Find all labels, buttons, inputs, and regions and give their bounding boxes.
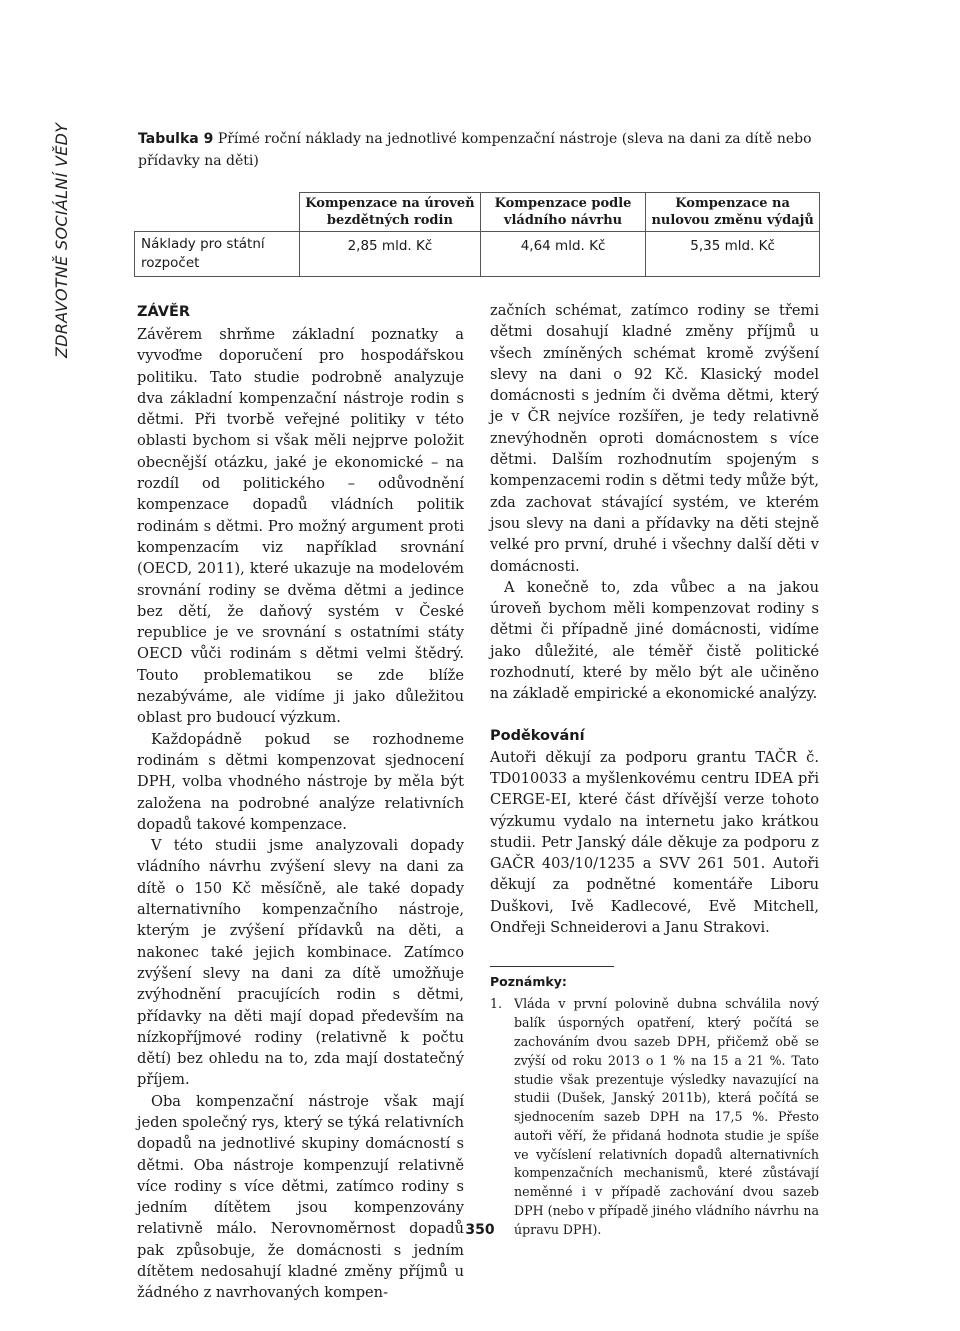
table-row <box>135 232 820 277</box>
paragraph: V této studii jsme analyzovali dopady vládního návrhu zvýšení slevy na dani za dítě o 150 Kč měsíčně, ale také dopady alternativního kompenzačního nástroje, kterým je zvýšení přídavků na děti, a nakonec také jejich kombinace. Zatímco zvýšení slevy na dani za dítě umožňuje zvýhodnění pracujících rodin s dětmi, přídavky na děti mají dopad především na nízkopříjmové rodiny (relativně k počtu dětí) bez ohledu na to, zda mají dostatečný příjem. <box>137 837 464 1089</box>
paragraph: začních schémat, zatímco rodiny se třemi dětmi dosahují kladné změny příjmů u všech zmíněných schémat kromě zvýšení slevy na dani o 92 Kč. Klasický model domácnosti s jedním či dvěma dětmi, který je v ČR nejvíce rozšířen, je tedy relativně znevýhodněn oproti domácnostem s více dětmi. Dalším rozhodnutím spojeným s kompenzacemi rodin s dětmi tedy může být, zda zachovat stávající systém, ve kterém jsou slevy na dani a přídavky na děti stejně velké pro první, druhé i všechny další děti v domácnosti. <box>490 302 819 575</box>
footnote <box>490 995 819 1239</box>
running-head: ZDRAVOTNĚ SOCIÁLNÍ VĚDY <box>52 122 71 358</box>
footnote-number: 1. <box>490 996 503 1012</box>
footnote-text: Vláda v první polovině dubna schválila nový balík úsporných opatření, který počítá se zachováním dvou sazeb DPH, přičemž obě se zvýší od roku 2013 o 1 % na 15 a 21 %. Tato studie však prezentuje výsledky navazující na studii (Dušek, Janský 2011b), která počítá se sjednocením sazeb DPH na 17,5 %. Přesto autoři věří, že přidaná hodnota studie je spíše ve vyčíslení relativních dopadů alternativních kompenzačních mechanismů, které zůstávají neměnné i v případě zachování dvou sazeb DPH (nebo v případě jiného vládního návrhu na úpravu DPH). <box>514 996 819 1237</box>
table-header: Kompenzace na nulovou změnu výdajů <box>646 193 820 232</box>
notes-heading: Poznámky: <box>490 974 567 990</box>
table-cell: 4,64 mld. Kč <box>480 232 645 277</box>
paragraph: A konečně to, zda vůbec a na jakou úroveň bychom měli kompenzovat rodiny s dětmi či případně jiné domácnosti, vidíme jako důležité, ale téměř čistě politické rozhodnutí, které by mělo být ale učiněno na základě empirické a ekonomické analýzy. <box>490 578 819 703</box>
paragraph: Každopádně pokud se rozhodneme rodinám s dětmi kompenzovat sjednocení DPH, volba vhodného nástroje by měla být založena na podrobné analýze relativních dopadů takové kompenzace. <box>137 730 464 833</box>
table-caption-label: Tabulka 9 <box>138 131 214 147</box>
paragraph: Závěrem shrňme základní poznatky a vyvoďme doporučení pro hospodářskou politiku. Tato studie podrobně analyzuje dva základní kompenzační nástroje rodin s dětmi. Při tvorbě veřejné politiky v této oblasti bychom si však měli nejprve položit obecnější otázku, jaké je ekonomické – na rozdíl od politického – odůvodnění kompenzace dopadů vládních politik rodinám s dětmi. Pro možný argument proti kompenzacím viz například srovnání (OECD, 2011), které ukazuje na modelovém srovnání rodiny se dvěma dětmi a jedince bez dětí, že daňový systém v České republice je ve srovnání s ostatními státy OECD vůči rodinám s dětmi velmi štědrý. Touto problematikou se zde blíže nezabýváme, ale vidíme ji jako důležitou oblast pro budoucí výzkum. <box>137 326 464 727</box>
table-header: Kompenzace podle vládního návrhu <box>480 193 645 232</box>
section-heading-conclusion: ZÁVĚR <box>137 304 191 320</box>
table-cell: 2,85 mld. Kč <box>300 232 481 277</box>
table-caption-text: Přímé roční náklady na jednotlivé kompenzační nástroje (sleva na dani za dítě nebo přídavky na děti) <box>138 131 812 169</box>
table-header-row <box>135 193 820 232</box>
left-column <box>137 300 464 1304</box>
right-column <box>490 300 819 1240</box>
notes-divider <box>490 966 614 967</box>
page-number: 350 <box>465 1222 495 1238</box>
cost-table <box>134 192 820 277</box>
table-row-label: Náklady pro státní rozpočet <box>135 232 300 277</box>
section-heading-acknowledgements: Poděkování <box>490 727 585 744</box>
acknowledgements-text: Autoři děkují za podporu grantu TAČR č. TD010033 a myšlenkovému centru IDEA při CERGE-EI, které část dřívější verze tohoto výzkumu vydalo na internetu jako krátkou studii. Petr Janský dále děkuje za podporu z GAČR 403/10/1235 a SVV 261 501. Autoři děkují za podnětné komentáře Liboru Duškovi, Ivě Kadlecové, Evě Mitchell, Ondřeji Schneiderovi a Janu Strakovi. <box>490 748 819 937</box>
table-header: Kompenzace na úroveň bezdětných rodin <box>300 193 481 232</box>
paragraph: Oba kompenzační nástroje však mají jeden společný rys, který se týká relativních dopadů na jednotlivé skupiny domácností s dětmi. Oba nástroje kompenzují relativně více rodiny s více dětmi, zatímco rodiny s jedním dítětem jsou kompenzovány relativně málo. Nerovnoměrnost dopadů pak způsobuje, že domácnosti s jedním dítětem nedosahují kladné změny příjmů u žádného z navrhovaných kompen- <box>137 1092 464 1302</box>
table-cell: 5,35 mld. Kč <box>646 232 820 277</box>
table-corner-cell <box>135 193 300 232</box>
table-caption <box>138 128 820 172</box>
